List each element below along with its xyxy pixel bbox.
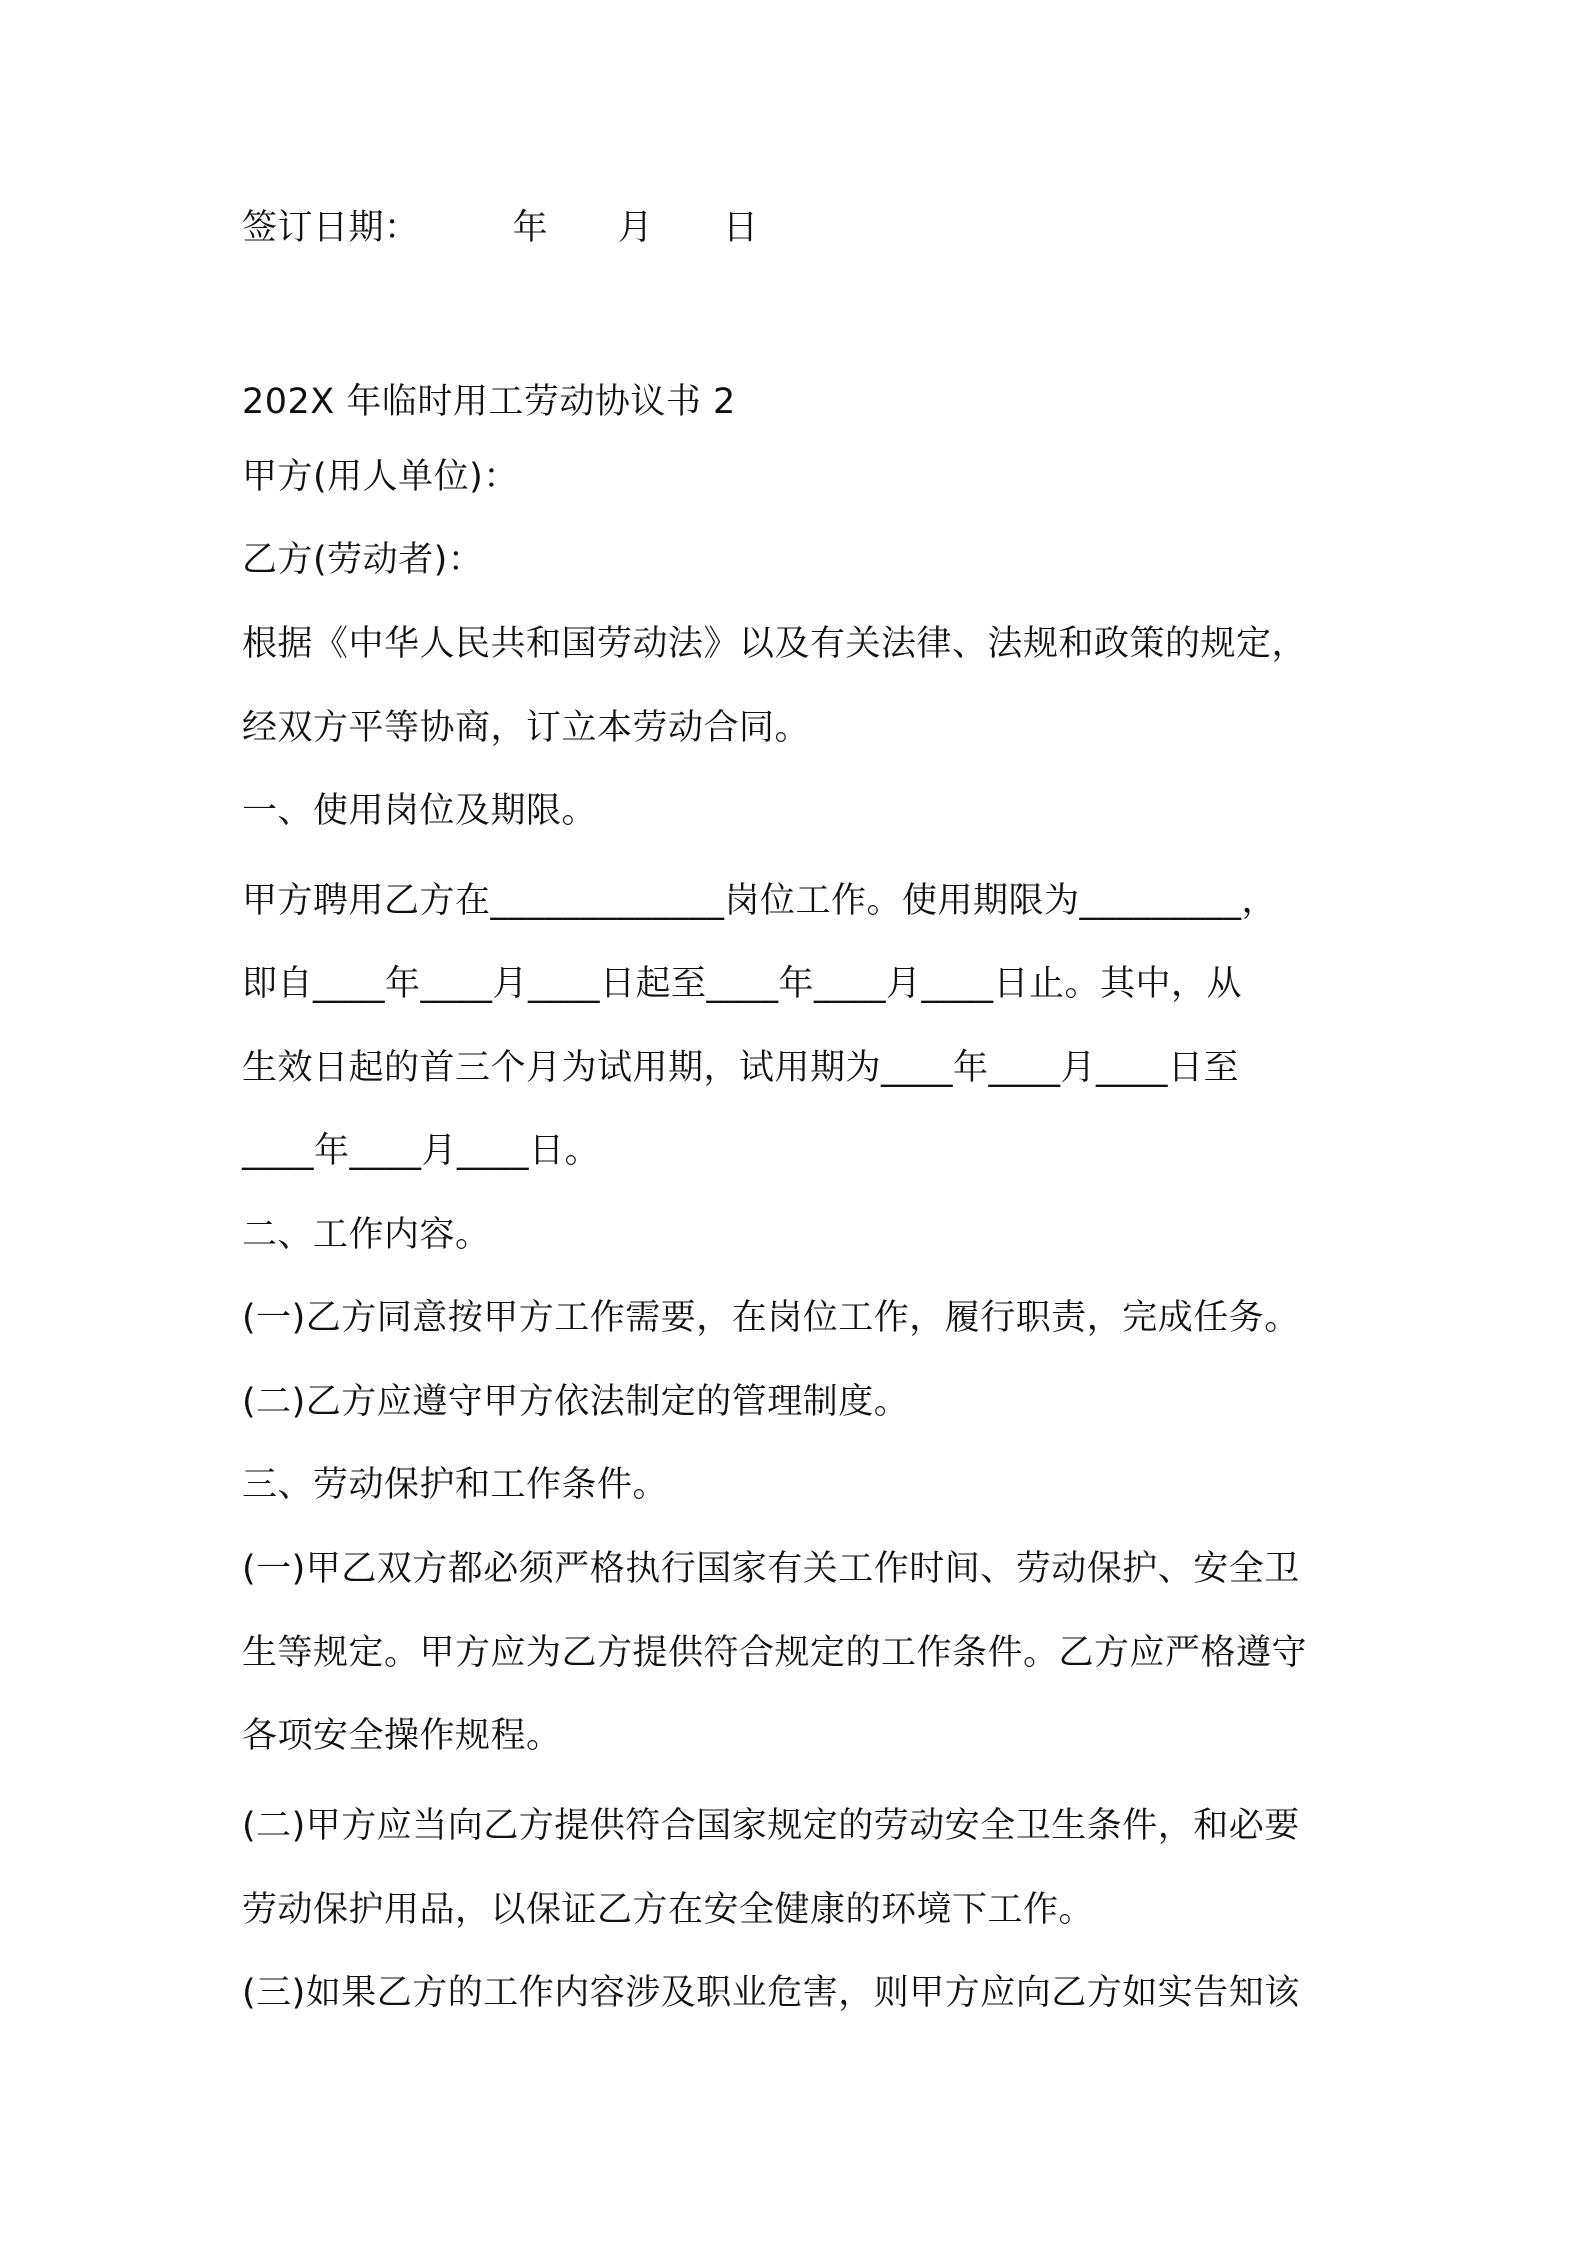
section-2-item-2: (二)乙方应遵守甲方依法制定的管理制度。: [242, 1382, 910, 1422]
section-3-item-1-line-1: (一)甲乙双方都必须严格执行国家有关工作时间、劳动保护、安全卫: [242, 1549, 1300, 1589]
section-3-item-2-line-2: 劳动保护用品，以保证乙方在安全健康的环境下工作。: [242, 1890, 1095, 1930]
section-3-item-1-line-3: 各项安全操作规程。: [242, 1716, 562, 1756]
section-3-heading: 三、劳动保护和工作条件。: [242, 1465, 669, 1505]
section-2-heading: 二、工作内容。: [242, 1215, 491, 1255]
basis-paragraph-line-2: 经双方平等协商，订立本劳动合同。: [242, 708, 811, 748]
basis-paragraph-line-1: 根据《中华人民共和国劳动法》以及有关法律、法规和政策的规定，: [242, 624, 1308, 664]
party-a-line: 甲方(用人单位)：: [242, 457, 519, 497]
section-1-line-4: ____年____月____日。: [242, 1131, 601, 1171]
sign-date-line: 签订日期： 年 月 日: [242, 208, 759, 248]
section-1-line-2: 即自____年____月____日起至____年____月____日止。其中，从: [242, 964, 1243, 1004]
section-3-item-3-line-1: (三)如果乙方的工作内容涉及职业危害，则甲方应向乙方如实告知该: [242, 1973, 1300, 2013]
section-1-line-1: 甲方聘用乙方在_____________岗位工作。使用期限为_________，: [242, 881, 1278, 921]
section-1-line-3: 生效日起的首三个月为试用期，试用期为____年____月____日至: [242, 1048, 1240, 1088]
section-3-item-2-line-1: (二)甲方应当向乙方提供符合国家规定的劳动安全卫生条件，和必要: [242, 1806, 1300, 1846]
section-3-item-1-line-2: 生等规定。甲方应为乙方提供符合规定的工作条件。乙方应严格遵守: [242, 1633, 1308, 1673]
document-title: 202X 年临时用工劳动协议书 2: [242, 382, 736, 422]
section-2-item-1: (一)乙方同意按甲方工作需要，在岗位工作，履行职责，完成任务。: [242, 1298, 1300, 1338]
party-b-line: 乙方(劳动者)：: [242, 540, 484, 580]
section-1-heading: 一、使用岗位及期限。: [242, 791, 598, 831]
